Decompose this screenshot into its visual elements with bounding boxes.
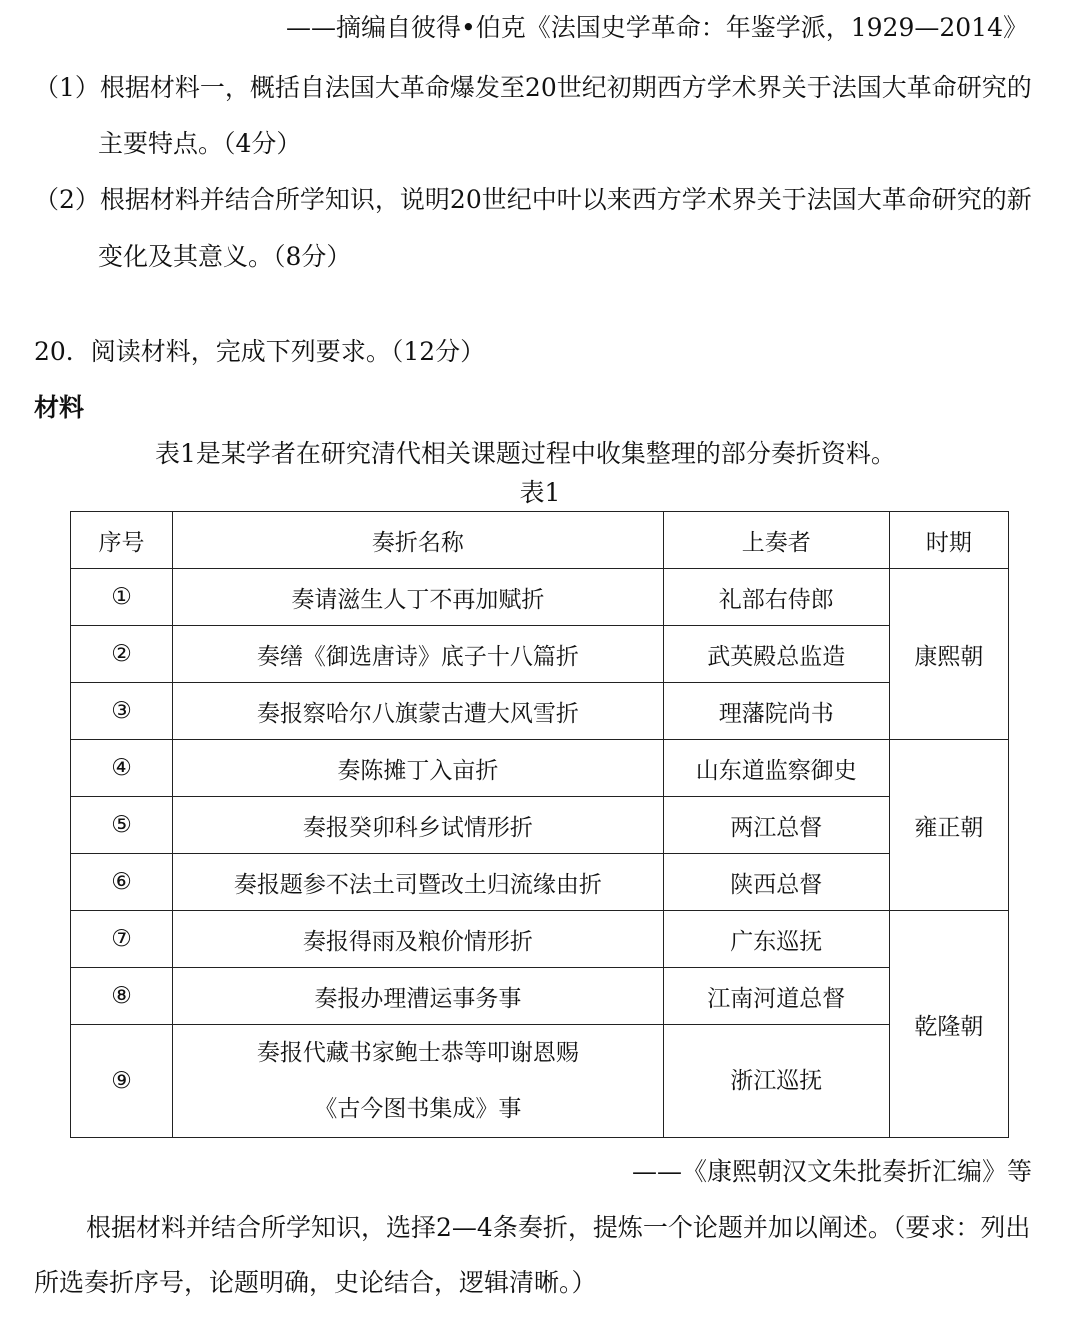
row-number: ⑨ <box>71 1025 173 1138</box>
memorial-name: 奏缮《御选唐诗》底子十八篇折 <box>173 626 664 683</box>
memorial-author: 浙江巡抚 <box>663 1025 889 1138</box>
row-number: ① <box>71 569 173 626</box>
memorial-name: 奏陈摊丁入亩折 <box>173 740 664 797</box>
period-qianlong: 乾隆朝 <box>889 911 1008 1138</box>
material-intro: 表1是某学者在研究清代相关课题过程中收集整理的部分奏折资料。 <box>155 439 896 468</box>
header-period: 时期 <box>889 512 1008 569</box>
row-number: ⑦ <box>71 911 173 968</box>
memorial-author: 陕西总督 <box>663 854 889 911</box>
memorial-name: 奏报题参不法土司暨改土归流缘由折 <box>173 854 664 911</box>
citation-text: ——摘编自彼得•伯克《法国史学革命：年鉴学派，1929—2014》 <box>286 13 1028 42</box>
memorial-name-line1: 奏报代藏书家鲍士恭等叩谢恩赐 <box>256 1040 579 1066</box>
row-number: ⑧ <box>71 968 173 1025</box>
table-source: ——《康熙朝汉文朱批奏折汇编》等 <box>631 1157 1032 1186</box>
memorial-author: 两江总督 <box>663 797 889 854</box>
row-number: ③ <box>71 683 173 740</box>
row-number: ② <box>71 626 173 683</box>
row-number: ⑤ <box>71 797 173 854</box>
memorial-author: 礼部右侍郎 <box>663 569 889 626</box>
memorial-author: 理藩院尚书 <box>663 683 889 740</box>
period-yongzheng: 雍正朝 <box>889 740 1008 911</box>
memorial-name-line2: 《古今图书集成》事 <box>314 1096 522 1122</box>
table-row <box>71 683 1009 740</box>
memorial-name <box>173 1025 664 1138</box>
question-2-text: （2）根据材料并结合所学知识，说明20世纪中叶以来西方学术界关于法国大革命研究的新 <box>34 185 1032 214</box>
question-2-text-cont: 变化及其意义。（8分） <box>98 242 352 271</box>
table-row <box>71 911 1009 968</box>
task-instruction: 根据材料并结合所学知识，选择2—4条奏折，提炼一个论题并加以阐述。（要求：列出 <box>86 1213 1031 1242</box>
table-row <box>71 797 1009 854</box>
memorial-author: 山东道监察御史 <box>663 740 889 797</box>
memorial-name: 奏报察哈尔八旗蒙古遭大风雪折 <box>173 683 664 740</box>
memorial-author: 江南河道总督 <box>663 968 889 1025</box>
memorial-author: 广东巡抚 <box>663 911 889 968</box>
table-row <box>71 626 1009 683</box>
material-label: 材料 <box>34 393 85 422</box>
memorial-name: 奏请滋生人丁不再加赋折 <box>173 569 664 626</box>
table-row <box>71 740 1009 797</box>
table-row <box>71 968 1009 1025</box>
table-caption: 表1 <box>519 478 561 507</box>
question-1-text: （1）根据材料一，概括自法国大革命爆发至20世纪初期西方学术界关于法国大革命研究的 <box>34 73 1032 102</box>
task-instruction-cont: 所选奏折序号，论题明确，史论结合，逻辑清晰。） <box>34 1268 597 1297</box>
row-number: ④ <box>71 740 173 797</box>
memorial-name: 奏报得雨及粮价情形折 <box>173 911 664 968</box>
question-1-text-cont: 主要特点。（4分） <box>98 129 302 158</box>
question-20-title: 20．阅读材料，完成下列要求。（12分） <box>34 337 486 366</box>
header-number: 序号 <box>71 512 173 569</box>
period-kangxi: 康熙朝 <box>889 569 1008 740</box>
memorial-name: 奏报办理漕运事务事 <box>173 968 664 1025</box>
table-header-row <box>71 512 1009 569</box>
table-row <box>71 569 1009 626</box>
header-memorial-name: 奏折名称 <box>173 512 664 569</box>
header-author: 上奏者 <box>663 512 889 569</box>
memorial-author: 武英殿总监造 <box>663 626 889 683</box>
table-row <box>71 854 1009 911</box>
memorial-table <box>70 511 1009 1138</box>
memorial-name: 奏报癸卯科乡试情形折 <box>173 797 664 854</box>
table-row <box>71 1025 1009 1138</box>
row-number: ⑥ <box>71 854 173 911</box>
